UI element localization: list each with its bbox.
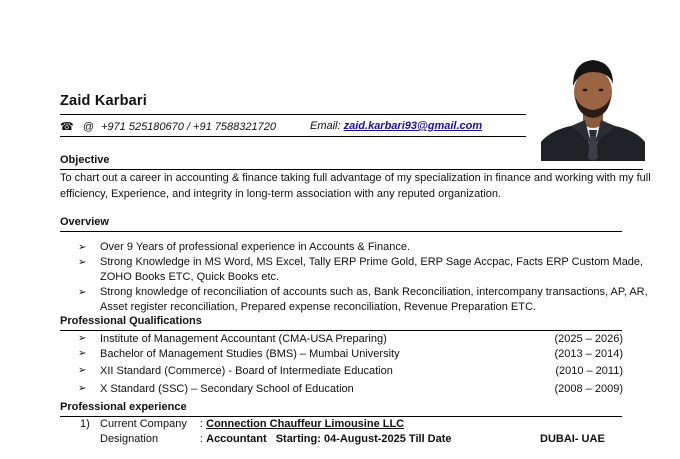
- phone-numbers: +971 525180670 / +91 7588321720: [101, 121, 276, 133]
- header-rule-top: [60, 114, 526, 115]
- designation-value-row: : Accountant Starting: 04-August-2025 Till Date: [200, 433, 452, 445]
- qualification-item: ➢ X Standard (SSC) – Secondary School of Education (2008 – 2009): [78, 383, 623, 395]
- contact-line: [60, 120, 526, 133]
- at-symbol: @: [82, 121, 94, 133]
- overview-item: ➢ Strong knowledge of reconciliation of accounts such as, Bank Reconciliation, intercompany transactions, AP, AR, Asset register reconciliation, Prepared expense reconciliation, Revenue Preparation ETC.: [78, 286, 648, 313]
- qualifications-rule: [60, 330, 622, 331]
- arrow-bullet-icon: ➢: [78, 333, 87, 344]
- job-location: DUBAI- UAE: [540, 433, 605, 445]
- qualification-item: ➢ XII Standard (Commerce) - Board of Intermediate Education (2010 – 2011): [78, 365, 623, 377]
- overview-list: [78, 240, 658, 315]
- objective-text: To chart out a career in accounting & finance taking full advantage of my specialization in finance and working with my full efficiency, Experience, and integrity in long-term association with any reputed organization.: [60, 172, 651, 200]
- phone-icon: ☎: [60, 121, 74, 133]
- profile-photo: [541, 54, 645, 161]
- qualification-item: ➢ Bachelor of Management Studies (BMS) – Mumbai University (2013 – 2014): [78, 348, 623, 360]
- overview-item: ➢ Strong Knowledge in MS Word, MS Excel, Tally ERP Prime Gold, ERP Sage Accpac, Facts ERP Custom Made, ZOHO Books ETC, Quick Books etc.: [78, 256, 644, 283]
- starting-date: Starting: 04-August-2025 Till Date: [275, 433, 452, 445]
- experience-heading: Professional experience: [60, 401, 187, 413]
- designation-value: Accountant: [206, 433, 267, 445]
- experience-rule: [60, 416, 622, 417]
- candidate-name: Zaid Karbari: [60, 93, 148, 109]
- arrow-bullet-icon: ➢: [78, 257, 87, 268]
- arrow-bullet-icon: ➢: [78, 383, 87, 394]
- experience-number: 1): [80, 418, 90, 430]
- overview-item: ➢ Over 9 Years of professional experience in Accounts & Finance.: [78, 241, 411, 253]
- qualification-item: ➢ Institute of Management Accountant (CMA-USA Preparing) (2025 – 2026): [78, 333, 623, 345]
- overview-heading: Overview: [60, 216, 109, 228]
- designation-label: Designation: [100, 433, 159, 445]
- qualifications-heading: Professional Qualifications: [60, 315, 202, 327]
- objective-heading: Objective: [60, 154, 110, 166]
- arrow-bullet-icon: ➢: [78, 348, 87, 359]
- company-value-row: : Connection Chauffeur Limousine LLC: [200, 418, 405, 430]
- arrow-bullet-icon: ➢: [78, 365, 87, 376]
- header-rule-bottom: [60, 136, 526, 137]
- arrow-bullet-icon: ➢: [78, 287, 87, 298]
- arrow-bullet-icon: ➢: [78, 242, 87, 253]
- company-name: Connection Chauffeur Limousine LLC: [206, 418, 405, 430]
- email-link[interactable]: zaid.karbari93@gmail.com: [343, 120, 483, 132]
- overview-rule: [60, 231, 622, 232]
- email-label: Email:: [310, 120, 341, 132]
- company-label: Current Company: [100, 418, 187, 430]
